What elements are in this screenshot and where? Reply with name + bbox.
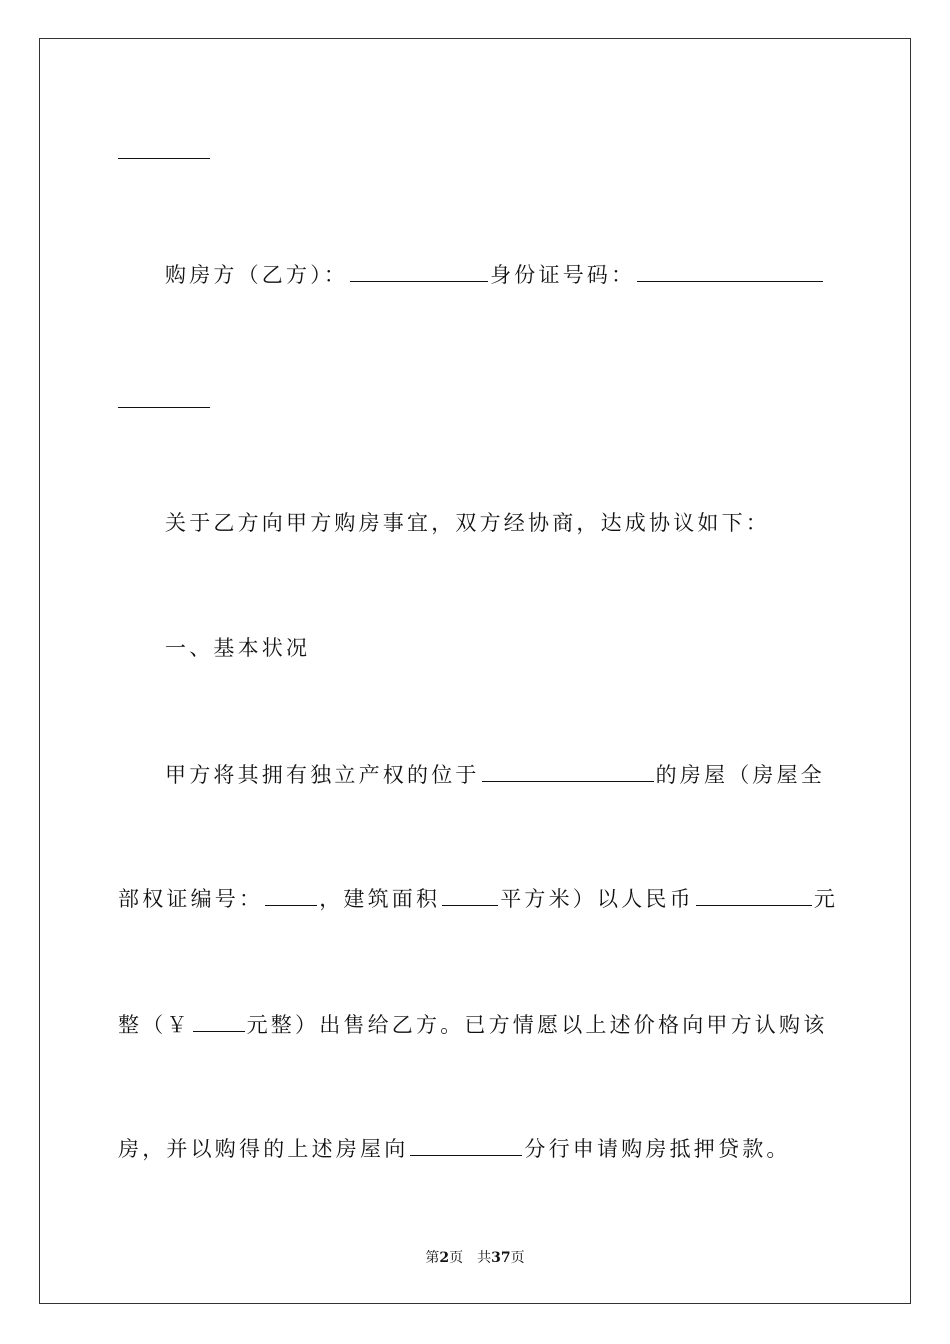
clause-line-4 bbox=[118, 1134, 791, 1164]
buyer-label: 购房方（乙方）： bbox=[165, 263, 349, 287]
clause-line-1 bbox=[165, 760, 825, 790]
clause-text: ，建筑面积 bbox=[319, 887, 441, 911]
clause-text: 房，并以购得的上述房屋向 bbox=[118, 1137, 409, 1161]
blank-line-buyer-cont bbox=[118, 407, 210, 408]
buyer-id-label: 身份证号码： bbox=[490, 263, 636, 287]
certificate-number-blank bbox=[265, 885, 317, 906]
clause-text: 的房屋（房屋全 bbox=[655, 763, 826, 787]
price-figure-blank bbox=[193, 1011, 245, 1032]
bank-branch-blank bbox=[410, 1135, 522, 1156]
blank-line-top bbox=[118, 158, 210, 159]
page-frame bbox=[39, 38, 911, 1304]
footer-text: 页 bbox=[510, 1250, 525, 1266]
clause-text: 整（￥ bbox=[118, 1013, 191, 1037]
clause-text: 部权证编号： bbox=[118, 887, 264, 911]
page-number: 2 bbox=[439, 1250, 450, 1266]
clause-text: 分行申请购房抵押贷款。 bbox=[524, 1137, 791, 1161]
clause-text: 甲方将其拥有独立产权的位于 bbox=[165, 763, 480, 787]
intro-text: 关于乙方向甲方购房事宜，双方经协商，达成协议如下： bbox=[165, 511, 770, 535]
footer-text: 第 bbox=[425, 1250, 440, 1266]
buyer-id-blank bbox=[637, 261, 823, 282]
clause-text: 元整）出售给乙方。已方情愿以上述价格向甲方认购该 bbox=[246, 1013, 828, 1037]
buyer-name-blank bbox=[350, 261, 488, 282]
area-blank bbox=[442, 885, 498, 906]
page-footer bbox=[0, 1248, 950, 1268]
section1-heading: 一、基本状况 bbox=[165, 636, 311, 660]
clause-line-3 bbox=[118, 1010, 827, 1040]
buyer-line bbox=[165, 260, 825, 290]
clause-line-2 bbox=[118, 884, 838, 914]
clause-text: 元 bbox=[813, 887, 839, 911]
footer-text: 页 共 bbox=[449, 1250, 492, 1266]
total-pages: 37 bbox=[491, 1250, 511, 1266]
price-blank bbox=[696, 885, 812, 906]
clause-text: 平方米）以人民币 bbox=[500, 887, 694, 911]
location-blank bbox=[482, 761, 654, 782]
